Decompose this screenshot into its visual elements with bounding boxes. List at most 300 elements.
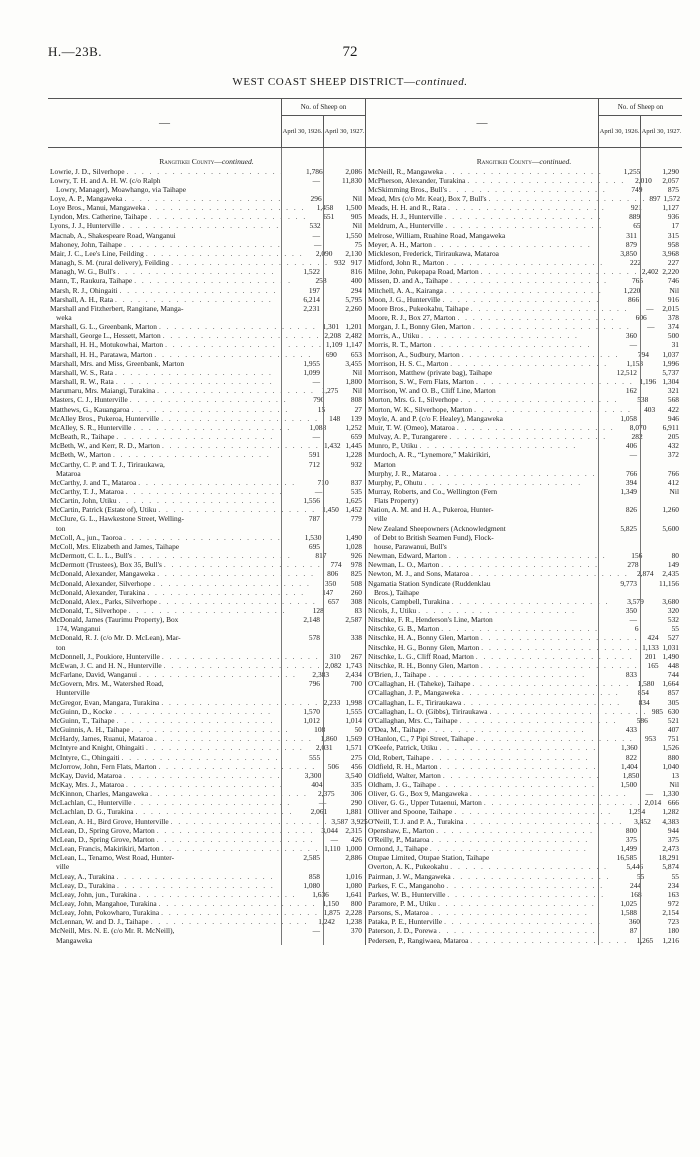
owner-name <box>366 176 628 185</box>
table-row <box>48 652 365 661</box>
owner-name <box>48 304 282 322</box>
year-1926-header: April 30, 1926. <box>282 127 323 135</box>
dot-leader: . . . . . . . . . . . . . . . . . . . . . <box>448 184 607 194</box>
sheep-count-1927: Nil <box>352 386 362 396</box>
sheep-count-1926: 806 <box>327 569 339 579</box>
sheep-count-1927: 2,434 <box>345 670 362 680</box>
owner-name <box>366 395 621 404</box>
dot-leader: . . . . . . . . . . . . . . . . . . . . . <box>158 899 317 908</box>
sheep-count-1927: 800 <box>350 899 362 908</box>
dot-leader: . . . . . . . . . . . . . . . . . . . . . <box>444 917 602 927</box>
owner-name-line: Openshaw, E., Marton <box>368 825 435 835</box>
sheep-count-1927: 426 <box>350 834 362 844</box>
sheep-count-1927: 338 <box>350 633 362 643</box>
owner-name <box>366 258 607 267</box>
table-row <box>366 762 682 771</box>
sheep-count-1926: 866 <box>628 294 640 304</box>
owner-name <box>48 679 282 697</box>
dot-leader: . . . . . . . . . . . . . . . . . . . . . <box>121 752 280 762</box>
sheep-count-1926: 1,360 <box>620 743 638 753</box>
owner-name <box>366 670 599 679</box>
owner-name-line: Lyndon, Mrs. Catherine, Taihape <box>50 212 148 222</box>
owner-name-line: McDermott, C. L. L., Bull's <box>50 551 133 561</box>
dot-leader: . . . . . . . . . . . . . . . . . . . . . <box>480 267 639 277</box>
sheep-count-1927: 4,383 <box>662 816 679 826</box>
sheep-count-1927: 1,016 <box>345 871 362 881</box>
dot-leader: . . . . . . . . . . . . . . . . . . . . . <box>150 789 308 799</box>
table-row <box>366 817 682 826</box>
owner-name-continuation: Bros.), Taihape <box>374 587 420 597</box>
sheep-count-1926: — <box>629 450 637 460</box>
owner-name <box>366 872 613 881</box>
sheep-count-1927: 926 <box>350 551 362 561</box>
sheep-count-1926: 147 <box>322 587 334 597</box>
dot-leader: . . . . . . . . . . . . . . . . . . . . . <box>116 871 275 881</box>
table-row <box>48 194 365 203</box>
sheep-count-1927: 55 <box>671 624 679 634</box>
table-row <box>48 359 365 368</box>
sheep-count-1926: 404 <box>311 779 323 789</box>
sheep-count-1926: 2,208 <box>324 331 341 341</box>
table-row <box>366 313 682 322</box>
owner-name-line: Muir, T. W. (Omeo), Mataroa <box>368 422 455 432</box>
dot-leader: . . . . . . . . . . . . . . . . . . . . . <box>158 596 317 606</box>
dot-leader: . . . . . . . . . . . . . . . . . . . . . <box>135 807 294 817</box>
sheep-count-1927: 1,147 <box>345 340 363 350</box>
sheep-count-1927: 290 <box>350 798 362 808</box>
owner-name-line: Mair, J. C., Lee's Line, Feilding <box>50 248 144 258</box>
table-row <box>366 414 682 423</box>
table-row <box>366 267 682 276</box>
dot-leader: . . . . . . . . . . . . . . . . . . . . . <box>134 276 292 286</box>
owner-name <box>366 762 600 771</box>
section-continued: continued. <box>539 157 572 166</box>
sheep-count-1927: Nil <box>669 285 679 295</box>
sheep-count-1926: 2,874 <box>636 569 654 579</box>
owner-name <box>366 844 599 853</box>
owner-name <box>366 862 611 871</box>
owner-name <box>48 798 294 807</box>
sheep-count-1927: 521 <box>667 715 679 725</box>
table-row <box>366 716 682 725</box>
table-row <box>48 395 365 404</box>
sheep-count-1927: 17 <box>671 221 679 231</box>
sheep-count-1926: 1,404 <box>621 761 638 771</box>
sheep-count-1927: 2,435 <box>662 569 679 579</box>
owner-name <box>366 643 642 652</box>
sheep-count-1926: 790 <box>313 395 325 405</box>
table-row <box>366 176 682 185</box>
owner-name <box>48 331 323 340</box>
owner-name <box>48 286 282 295</box>
sheep-count-header: No. of Sheep on <box>282 99 365 116</box>
table-row <box>366 771 682 780</box>
table-row <box>366 395 682 404</box>
sheep-count-1927: 1,028 <box>345 541 362 551</box>
sheep-count-1927: 3,925 <box>351 816 368 826</box>
dot-leader: . . . . . . . . . . . . . . . . . . . . . <box>115 377 274 387</box>
sheep-count-1927: 163 <box>667 889 679 899</box>
owner-name <box>48 212 310 221</box>
sheep-count-1927: 1,330 <box>662 789 679 799</box>
table-row <box>48 331 365 340</box>
sheep-count-1927: 958 <box>667 239 679 249</box>
sheep-count-1926: 16,585 <box>616 853 637 863</box>
owner-name-line: O'Neill, T. J. and P. A., Turakina <box>368 816 464 826</box>
table-row <box>48 615 365 633</box>
table-row <box>48 377 365 386</box>
dot-leader: . . . . . . . . . . . . . . . . . . . . . <box>134 551 292 561</box>
sheep-count-1927: 917 <box>350 258 362 268</box>
sheep-count-1927: 448 <box>667 660 679 670</box>
owner-name <box>366 807 615 816</box>
owner-name <box>48 478 299 487</box>
owner-name <box>366 295 603 304</box>
sheep-count-1927: 234 <box>667 880 679 890</box>
dot-leader: . . . . . . . . . . . . . . . . . . . . . <box>448 203 606 213</box>
dot-leader: . . . . . . . . . . . . . . . . . . . . . <box>161 697 320 707</box>
dot-leader: . . . . . . . . . . . . . . . . . . . . . <box>480 633 639 643</box>
owner-name-line: McJorrow, John, Fern Flats, Marton <box>50 761 157 771</box>
owner-name-line: McFarlane, David, Wanganui <box>50 670 138 680</box>
dot-leader: . . . . . . . . . . . . . . . . . . . . . <box>122 221 281 231</box>
owner-name <box>366 789 631 798</box>
dot-leader: . . . . . . . . . . . . . . . . . . . . . <box>139 670 297 680</box>
sheep-count-1926: 360 <box>625 331 637 341</box>
table-row <box>366 386 682 395</box>
table-row <box>366 167 682 176</box>
sheep-count-1927: 267 <box>350 651 362 661</box>
owner-name-line: Nation, A. M. and H. A., Pukeroa, Hunter- <box>368 505 494 515</box>
sheep-count-1927: 5,795 <box>345 294 362 304</box>
owner-name <box>48 807 296 816</box>
dot-leader: . . . . . . . . . . . . . . . . . . . . . <box>161 651 320 661</box>
dot-leader: . . . . . . . . . . . . . . . . . . . . . <box>436 825 594 835</box>
owner-name <box>48 899 319 908</box>
owner-name <box>366 286 606 295</box>
owner-name-line: McCarthy, C. P. and T. J., Tiriraukawa, <box>50 459 165 469</box>
owner-name-line: Midford, John R., Marton <box>368 258 445 268</box>
owner-name-line: McAlley, S. R., Hunterville <box>50 422 132 432</box>
name-column-header: — <box>159 117 170 129</box>
sheep-count-1927: 50 <box>354 725 362 735</box>
dot-leader: . . . . . . . . . . . . . . . . . . . . . <box>470 303 629 313</box>
owner-name-line: Milne, John, Pukepapa Road, Marton <box>368 267 479 277</box>
table-row <box>366 789 682 798</box>
sheep-count-1926: 897 <box>649 193 661 203</box>
sheep-count-1926: 1,349 <box>620 486 637 496</box>
table-row <box>48 368 365 377</box>
sheep-count-1927: Nil <box>352 221 362 231</box>
owner-name <box>366 194 649 203</box>
owner-name-line: O'Reilly, P., Mataroa <box>368 834 430 844</box>
owner-name-line: McIntyre and Knight, Ohingaiti <box>50 743 145 753</box>
owner-name <box>48 670 300 679</box>
owner-name-line: Lowrie, J. D., Silverhope <box>50 166 125 176</box>
owner-name-line: Nicols, Campbell, Turakina <box>368 596 450 606</box>
owner-name <box>366 725 599 734</box>
sheep-count-1927: 407 <box>667 725 679 735</box>
table-row <box>366 524 682 551</box>
sheep-count-1926: 406 <box>625 441 637 451</box>
owner-name-line: McIntyre, C., Ohingaiti <box>50 752 120 762</box>
sheep-count-1927: 1,800 <box>345 377 362 387</box>
owner-name-line: McDonald, Alexander, Silverhope <box>50 578 152 588</box>
dot-leader: . . . . . . . . . . . . . . . . . . . . . <box>429 844 588 854</box>
sheep-count-1927: 83 <box>354 606 362 615</box>
left-table-body <box>48 148 368 945</box>
sheep-count-1926: 932 <box>334 258 346 268</box>
table-row <box>366 826 682 835</box>
sheep-count-1926: — <box>314 486 323 496</box>
table-row <box>366 340 682 349</box>
table-row <box>366 579 682 597</box>
owner-name-continuation: Hunterville <box>56 688 90 698</box>
owner-name-line: McLeay, D., Turakina <box>50 880 115 890</box>
table-row <box>48 551 365 560</box>
owner-name <box>48 432 282 441</box>
table-row <box>48 743 365 752</box>
owner-name-line: Loye Bros., Manui, Mangaweka <box>50 203 146 213</box>
table-row <box>48 853 365 871</box>
sheep-count-1926: 1,012 <box>303 715 320 725</box>
owner-name <box>48 203 308 212</box>
owner-name <box>48 386 318 395</box>
dot-leader: . . . . . . . . . . . . . . . . . . . . . <box>438 926 597 936</box>
table-row <box>48 872 365 881</box>
sheep-count-1926: 766 <box>626 468 638 478</box>
table-row <box>366 597 682 606</box>
owner-name-line: O'Callaghan, Mrs. C., Taihape <box>368 715 458 725</box>
owner-name-line: Lyons, J. J., Hunterville <box>50 221 121 231</box>
page-title <box>0 76 700 88</box>
owner-name-line: McGuinnis, A. H., Taihape <box>50 725 130 735</box>
table-row <box>366 853 682 862</box>
table-row <box>48 844 365 853</box>
dot-leader: . . . . . . . . . . . . . . . . . . . . . <box>433 239 592 249</box>
sheep-count-1926: 2,585 <box>303 853 320 863</box>
owner-name-line: Meads, H. H. and R., Rata <box>368 203 446 213</box>
sheep-count-1926: 800 <box>625 825 637 835</box>
sheep-count-1927: 972 <box>667 899 679 908</box>
table-row <box>366 295 682 304</box>
county-name: Rangitikei County— <box>476 157 540 166</box>
owner-name <box>366 881 607 890</box>
owner-name-line: Mead, Mrs (c/o Mr. Keat), Box 7, Bull's <box>368 193 487 203</box>
owner-name-line: O'Hanlon, C., 7 Pipi Street, Taihape <box>368 734 474 744</box>
dot-leader: . . . . . . . . . . . . . . . . . . . . . <box>131 404 290 414</box>
sheep-count-1926: 375 <box>625 834 637 844</box>
owner-name-line: McEwan, J. C. and H. N., Hunterville <box>50 660 162 670</box>
sheep-count-1926: 15 <box>317 404 326 414</box>
owner-name <box>366 936 631 945</box>
sheep-count-1926: 108 <box>314 725 326 735</box>
sheep-count-1927: 372 <box>667 450 679 460</box>
dot-leader: . . . . . . . . . . . . . . . . . . . . . <box>427 725 586 735</box>
table-row <box>366 423 682 432</box>
table-row <box>48 249 365 258</box>
dot-leader: . . . . . . . . . . . . . . . . . . . . . <box>157 386 315 396</box>
sheep-count-1926: 1,875 <box>323 908 341 918</box>
sheep-count-1926: 310 <box>329 651 341 661</box>
table-row <box>48 405 365 414</box>
owner-name-continuation: weka <box>56 313 72 322</box>
owner-name <box>48 533 285 542</box>
table-row <box>366 881 682 890</box>
dot-leader: . . . . . . . . . . . . . . . . . . . . . <box>124 193 283 203</box>
section-heading <box>48 148 365 167</box>
table-row <box>48 816 368 826</box>
owner-name-line: Newman, L. O., Marton <box>368 560 440 570</box>
owner-name <box>48 350 315 359</box>
owner-name-line: New Zealand Sheepowners (Acknowledgment <box>368 523 506 533</box>
owner-name-continuation: ville <box>374 514 388 524</box>
owner-name-line: Mann, T., Raukura, Taihape <box>50 276 133 286</box>
sheep-count-1926: 168 <box>630 889 642 899</box>
sheep-count-1927: 936 <box>667 212 679 222</box>
sheep-count-1927: 1,252 <box>345 422 362 432</box>
sheep-count-1927: 18,291 <box>658 853 679 863</box>
dot-leader: . . . . . . . . . . . . . . . . . . . . . <box>438 779 596 789</box>
owner-name-line: Marshall, W. S., Rata <box>50 367 114 377</box>
owner-name <box>48 908 322 917</box>
sheep-count-1927: 320 <box>667 606 679 615</box>
owner-name <box>366 688 623 697</box>
dot-leader: . . . . . . . . . . . . . . . . . . . . . <box>116 715 275 725</box>
sheep-count-1926: 2,031 <box>315 743 333 753</box>
owner-name <box>366 185 610 194</box>
dot-leader: . . . . . . . . . . . . . . . . . . . . . <box>475 734 634 744</box>
owner-name <box>48 835 317 844</box>
sheep-count-1927: 1,625 <box>345 496 362 506</box>
sheep-count-1927: 3,540 <box>345 770 362 780</box>
sheep-count-1926: 1,955 <box>303 358 320 368</box>
right-column <box>365 98 682 945</box>
table-row <box>48 698 365 707</box>
owner-name <box>366 579 599 597</box>
owner-name-line: McLennan, W. and D. J., Taihape <box>50 917 149 927</box>
table-row <box>366 231 682 240</box>
owner-name-line: Marshall, Mrs. and Miss, Greenbank, Marton <box>50 358 185 368</box>
owner-name-line: Nitschke, R. H., Bonny Glen, Marton <box>368 660 479 670</box>
owner-name-line: Ngamatia Station Syndicate (Ruddenklau <box>368 578 491 588</box>
owner-name-line: Murray, Roberts, and Co., Wellington (Fern <box>368 486 498 496</box>
sheep-count-1927: 837 <box>350 477 362 487</box>
table-row <box>48 295 365 304</box>
sheep-count-1927: 816 <box>350 267 362 277</box>
dot-leader: . . . . . . . . . . . . . . . . . . . . . <box>421 331 579 341</box>
owner-name-line: McGregor, Evan, Mangara, Turakina <box>50 697 160 707</box>
owner-name <box>366 478 599 487</box>
owner-name-line: Morris, A., Utiku <box>368 331 420 341</box>
sheep-count-1926: 278 <box>627 560 639 570</box>
dot-leader: . . . . . . . . . . . . . . . . . . . . . <box>467 175 626 185</box>
table-row <box>366 432 682 441</box>
dot-leader: . . . . . . . . . . . . . . . . . . . . . <box>442 770 601 780</box>
owner-name <box>366 615 599 624</box>
owner-name <box>366 386 599 395</box>
dot-leader: . . . . . . . . . . . . . . . . . . . . . <box>430 908 589 918</box>
owner-name <box>48 176 282 194</box>
dot-leader: . . . . . . . . . . . . . . . . . . . . . <box>441 624 599 634</box>
owner-name-line: Newton, M. J., and Sons, Mataroa <box>368 569 469 579</box>
table-row <box>48 240 365 249</box>
owner-name <box>48 817 331 826</box>
sheep-count-1926: 1,450 <box>322 505 339 515</box>
table-row <box>366 203 682 212</box>
sheep-count-1926: 1,025 <box>620 899 637 908</box>
owner-name <box>48 707 282 716</box>
table-row <box>366 377 682 386</box>
dot-leader: . . . . . . . . . . . . . . . . . . . . . <box>424 477 583 487</box>
owner-name-line: Morrison, S. W., Fern Flats, Marton <box>368 377 474 387</box>
sheep-count-1926: 1,636 <box>312 889 329 899</box>
owner-name-line: O'Callaghan, H. (Taheke), Taihape <box>368 679 471 689</box>
sheep-count-1926: 296 <box>310 193 322 203</box>
owner-name <box>48 716 282 725</box>
owner-name-line: Pataka, P. E., Hunterville <box>368 917 443 927</box>
sheep-count-1927: 11,156 <box>658 578 679 588</box>
owner-name <box>366 753 599 762</box>
sheep-count-1926: 1,580 <box>637 679 655 689</box>
dot-leader: . . . . . . . . . . . . . . . . . . . . . <box>117 267 276 277</box>
sheep-count-1927: 412 <box>667 477 679 487</box>
dot-leader: . . . . . . . . . . . . . . . . . . . . . <box>438 468 597 478</box>
owner-name <box>48 405 292 414</box>
dot-leader: . . . . . . . . . . . . . . . . . . . . . <box>472 322 631 332</box>
sheep-count-1926: — <box>312 432 320 442</box>
owner-name-line: Murphy, J. R., Mataroa <box>368 468 437 478</box>
sheep-count-1927: 825 <box>350 569 362 579</box>
owner-name-line: McNeill, R., Mangaweka <box>368 166 443 176</box>
owner-name-line: McLeay, John, Pokowharo, Turakina <box>50 908 160 918</box>
sheep-count-1926: 953 <box>645 734 657 744</box>
owner-name-line: Loye, A. P., Mangaweka <box>50 193 123 203</box>
sheep-count-1927: 916 <box>667 294 679 304</box>
owner-name-line: McNeill, Mrs. N. E. (c/o Mr. R. McNeill), <box>50 926 175 936</box>
year-1927-header: April 30, 1927. <box>640 116 682 147</box>
sheep-count-1926: 651 <box>323 212 335 222</box>
table-row <box>366 322 682 331</box>
sheep-count-1926: 985 <box>651 706 663 716</box>
sheep-count-1926: 1,058 <box>620 413 637 423</box>
title-main: WEST COAST SHEEP DISTRICT— <box>232 76 416 88</box>
owner-name <box>48 359 282 368</box>
owner-name <box>48 514 282 532</box>
section-continued: continued. <box>221 157 254 166</box>
owner-name-continuation: Marton <box>374 459 396 469</box>
owner-name <box>48 872 282 881</box>
dot-leader: . . . . . . . . . . . . . . . . . . . . . <box>138 477 297 487</box>
table-row <box>366 890 682 899</box>
sheep-count-1927: 2,886 <box>345 853 362 863</box>
dot-leader: . . . . . . . . . . . . . . . . . . . . . <box>161 441 320 451</box>
sheep-count-1927: 808 <box>350 395 362 405</box>
sheep-count-1927: 1,571 <box>345 743 362 753</box>
sheep-count-1926: 822 <box>625 752 637 762</box>
table-row <box>48 926 365 944</box>
dot-leader: . . . . . . . . . . . . . . . . . . . . . <box>419 441 578 451</box>
owner-name <box>48 231 282 240</box>
table-row <box>366 753 682 762</box>
table-row <box>366 249 682 258</box>
table-row <box>366 899 682 908</box>
sheep-count-1927: 944 <box>667 825 679 835</box>
sheep-count-1927: 13 <box>671 770 679 780</box>
table-row <box>48 432 365 441</box>
owner-name <box>48 414 322 423</box>
sheep-count-1927: 1,080 <box>345 880 362 890</box>
